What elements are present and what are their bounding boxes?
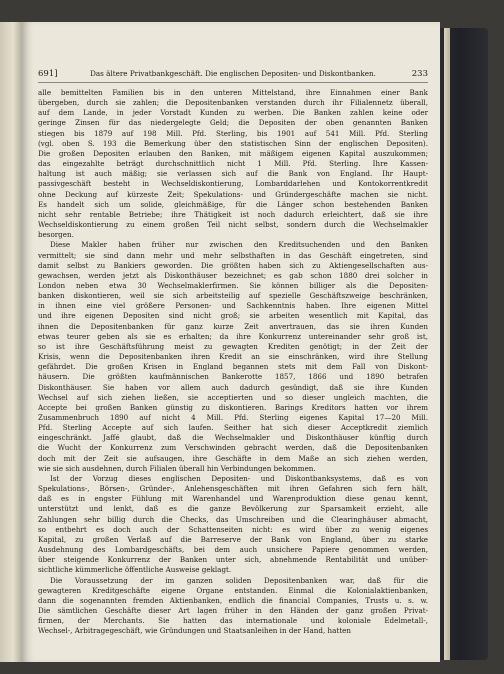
text-line: Wechsel-, Arbitragegeschäft, wie Gründungen und Staatsanleihen in der Hand, hatten [38, 626, 351, 636]
text-line: gewagteren Kreditgeschäfte eigene Organe entstanden. Einmal die Kolonialaktienbanken, [38, 585, 428, 595]
text-line: banken diskontieren, weil sie sich arbeitsteilig auf spezielle Geschäftszweige beschränken, [38, 291, 428, 301]
body-text [38, 88, 428, 636]
text-line: so ist ihre Geschäftsführung meist zu gewagten Krediten genötigt; in der Zeit der [38, 341, 428, 351]
text-line: in ihnen eine viel größere Personen- und Sachkenntnis haben. Ihre eigenen Mittel [38, 301, 428, 311]
text-line: besorgen. [38, 230, 74, 240]
text-line: haltung ist auch mäßig; sie verlassen sich auf die Bank von England. Ihr Haupt- [38, 169, 428, 179]
header-rule [38, 82, 428, 83]
text-line: häusern. Die größten kaufmännischen Bankerotte 1857, 1866 und 1890 betrafen [38, 372, 428, 382]
page-number: 233 [411, 69, 428, 79]
text-line: Accepte bei großen Banken günstig zu diskontieren. Barings Kreditors hatten vor ihrem [38, 402, 428, 412]
text-line: damit selbst zu Bankiers geworden. Die größten haben sich zu Aktiengesellschaften aus- [38, 260, 428, 270]
text-line: alle bemittelten Familien bis in den unteren Mittelstand, ihre Einnahmen einer Bank [38, 88, 428, 97]
text-line: etwas teurer geben als sie es erhalten; da ihre Konkurrenz untereinander sehr groß ist, [38, 331, 428, 341]
text-line: auf dem Lande, in jeder Vorstadt Kunden zu werben. Die Banken zahlen keine oder [38, 108, 428, 118]
paragraph [38, 88, 428, 240]
facing-page-edge [0, 22, 22, 662]
text-line: Wechseldiskontierung zu einem großen Teil nicht selbst, sondern durch die Wechselmakler [38, 220, 428, 230]
text-line: doch mit der Zeit sie aufsaugen, ihre Geschäfte in dem Maße an sich ziehen werden, [38, 453, 428, 463]
text-line: vermittelt; sie sind dann mehr und mehr selbsthaften in das Geschäft eingetreten, sind [38, 250, 428, 260]
text-line: eingeschränkt. Jaffé glaubt, daß die Wechselmakler und Diskonthäuser künftig durch [38, 433, 428, 443]
text-line: Kapital, zu großen Verlaß auf die Barreserve der Bank von England, über zu starke [38, 534, 428, 544]
text-line: gefährdet. Die großen Krisen in England begannen stets mit dem Fall von Diskont- [38, 362, 428, 372]
text-line: stiegen bis 1879 auf 198 Mill. Pfd. Sterling, bis 1901 auf 541 Mill. Pfd. Sterling [38, 128, 428, 138]
text-line: Die sämtlichen Geschäfte dieser Art lagen früher in den Händen der ganz großen Privat- [38, 605, 428, 615]
book-cover-edge [440, 28, 488, 660]
paragraph [38, 240, 428, 474]
text-line: Diese Makler haben früher nur zwischen den Kreditsuchenden und den Banken [50, 240, 428, 250]
running-header [38, 69, 428, 81]
text-line: Zahlungen sehr billig durch die Checks, das Umschreiben und die Clearinghäuser abmacht, [38, 514, 428, 524]
text-line: sichtliche kümmerliche öffentliche Ausweise geklagt. [38, 565, 232, 575]
text-line: unterstützt und lenkt, daß es die ganze Bevölkerung zur Sparsamkeit erzieht, alle [38, 504, 428, 514]
text-line: ohne Deckung auf kürzeste Zeit; Spekulations- und Gründergeschäfte machen sie nicht. [38, 189, 428, 199]
text-line: Spekulations-, Börsen-, Gründer-, Anlehensgeschäften mit ihren Gefahren sich fern hält, [38, 484, 428, 494]
text-line: gewachsen, werden jetzt als Diskonthäuser bezeichnet; es gab schon 1880 drei solcher in [38, 270, 428, 280]
text-line: Die Voraussetzung der im ganzen soliden Depositenbanken war, daß für die [50, 575, 428, 585]
text-line: geringe Zinsen für das niedergelegte Geld; die Depositen der oben genannten Banken [38, 118, 428, 128]
text-line: das eingezahlte beträgt durchschnittlich nicht 1 Mill. Pfd. Sterling. Ihre Kassen- [38, 159, 428, 169]
paragraph [38, 474, 428, 576]
text-line: dann die sogenannten fremden Aktienbanken, endlich die financial Companies, Trusts u. s. w. [38, 595, 428, 605]
paragraph [38, 576, 428, 637]
text-line: über steigende Konkurrenz der Banken unter sich, abnehmende Rentabilität und unüber- [38, 555, 428, 565]
text-line: wie sie sich ausdehnen, durch Filialen überall hin Verbindungen bekommen. [38, 463, 316, 473]
text-line: daß es in engster Fühlung mit Warenhandel und Warenproduktion diese genau kennt, [38, 494, 428, 504]
text-line: übergeben, durch sie zahlen; die Depositenbanken verstanden durch ihr Filialennetz überall, [38, 98, 428, 108]
text-line: Zusammenbruch 1890 auf nicht 4 Mill. Pfd. Sterling eigenes Kapital 17—20 Mill. [38, 413, 428, 422]
text-line: London neben etwa 30 Wechselmaklerfirmen. Sie können billiger als die Depositen- [38, 280, 428, 290]
text-line: firmen, der Merchants. Sie hatten das internationale und koloniale Edelmetall-, [38, 616, 428, 626]
section-number: 691] [38, 69, 58, 79]
text-line: ihnen die Depositenbanken für ganz kurze Zeit anvertrauen, das sie ihren Kunden [38, 321, 428, 331]
text-line: Wechsel auf sich ziehen ließen, sie acceptierten und so dieser ungleich machten, die [38, 392, 428, 402]
text-line: (vgl. oben S. 193 die Bemerkung über den statistischen Sinn der englischen Depositen). [38, 138, 428, 148]
text-line: passivgeschäft besteht in Wechseldiskontierung, Lombarddarlehen und Kontokorrentkredit [38, 179, 428, 189]
text-line: Die großen Depositen erlauben den Banken, mit mäßigem eigenen Kapital auszukommen; [38, 148, 428, 158]
text-line: Ist der Vorzug dieses englischen Depositen- und Diskontbanksystems, daß es von [50, 473, 428, 483]
running-title: Das ältere Privatbankgeschäft. Die englischen Depositen- und Diskontbanken. [90, 69, 376, 78]
text-line: Pfd. Sterling Accepte auf sich laufen. Seither hat sich dieser Acceptkredit ziemlich [38, 423, 428, 433]
text-line: und ihre eigenen Depositen sind nicht groß; sie arbeiten wesentlich mit Kapital, das [38, 311, 428, 321]
text-line: Ausdehnung des Lombardgeschäfts, bei dem auch unsichere Papiere genommen werden, [38, 545, 428, 555]
text-line: Diskonthäuser. Sie haben vor allem auch dadurch gesündigt, daß sie ihre Kunden [38, 382, 428, 392]
text-line: so entbehrt es doch auch der Schattenseiten nicht: es wird über zu wenig eigenes [38, 524, 428, 534]
text-line: nicht sehr rentable Betriebe; ihre Thätigkeit ist noch dadurch erleichtert, daß sie ihre [38, 209, 428, 219]
text-line: die Wucht der Konkurrenz zum Verschwinden gebracht werden, daß die Depositenbanken [38, 443, 428, 453]
text-line: Krisis, wenn die Depositenbanken ihren Kredit an sie einschränken, wird ihre Stellung [38, 352, 428, 362]
text-line: Es handelt sich um solide, gleichmäßige, für die Länger schon bestehenden Banken [38, 199, 428, 209]
